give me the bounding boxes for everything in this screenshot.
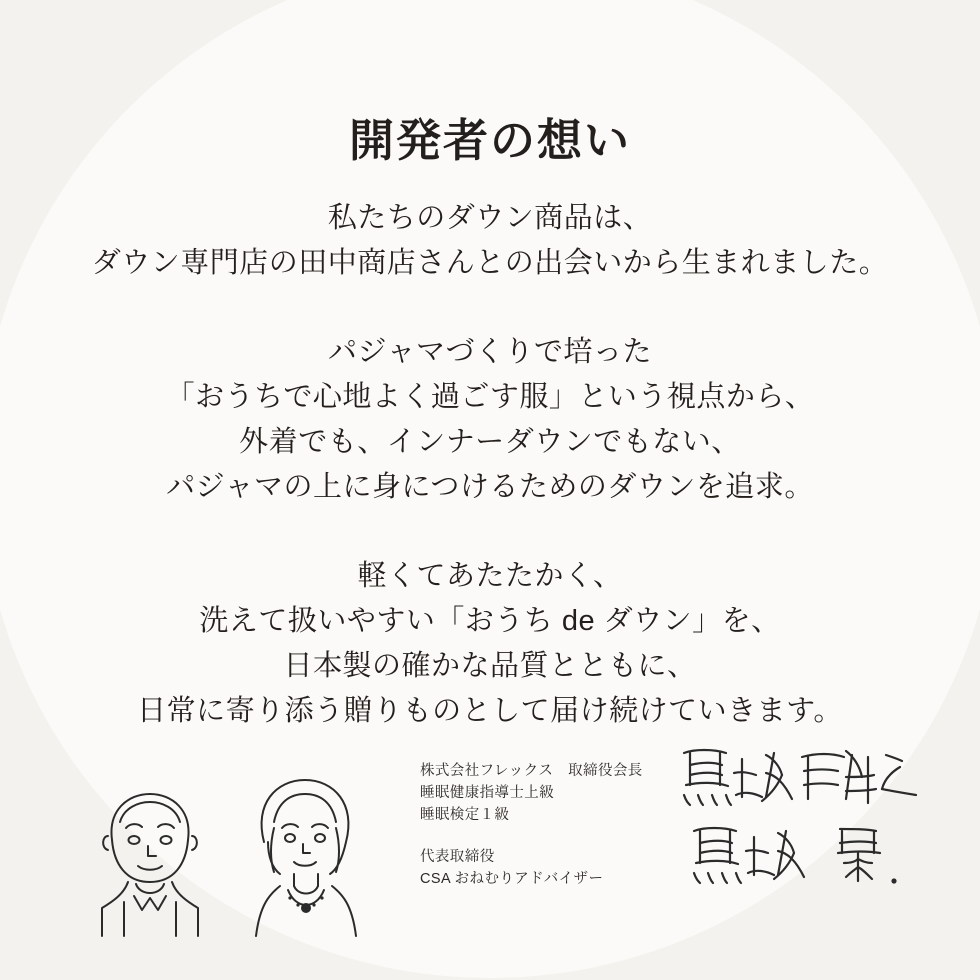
handwritten-signature-kumasaka-masayuki xyxy=(670,741,920,813)
paragraph-line: 外着でも、インナーダウンでもない、 xyxy=(239,426,741,458)
paragraph-concept xyxy=(0,330,980,510)
paragraph-line: 「おうちで心地よく過ごす服」という視点から、 xyxy=(165,381,815,413)
paragraph-line: パジャマの上に身につけるためのダウンを追求。 xyxy=(166,471,814,503)
credit-line: CSA おねむりアドバイザー xyxy=(420,871,604,887)
man-face-illustration xyxy=(90,778,210,938)
credit-line: 睡眠健康指導士上級 xyxy=(420,785,555,801)
paragraph-line: 洗えて扱いやすい「おうち de ダウン」を、 xyxy=(199,605,781,637)
paragraph-line: 日常に寄り添う贈りものとして届け続けていきます。 xyxy=(137,695,843,727)
paragraph-origin xyxy=(0,196,980,286)
paragraph-line: 軽くてあたたかく、 xyxy=(357,560,623,592)
paragraph-line: 私たちのダウン商品は、 xyxy=(327,202,653,234)
handwritten-signature-kumasaka-izumi xyxy=(680,819,910,891)
paragraph-line: 日本製の確かな品質とともに、 xyxy=(283,650,697,682)
page-title: 開発者の想い xyxy=(348,115,631,167)
credit-line: 株式会社フレックス 取締役会長 xyxy=(420,763,643,779)
signature-images xyxy=(670,741,940,906)
signature-footer xyxy=(0,752,980,942)
credit-line: 睡眠検定１級 xyxy=(420,807,510,823)
paragraph-line: ダウン専門店の田中商店さんとの出会いから生まれました。 xyxy=(91,247,889,279)
credit-line: 代表取締役 xyxy=(420,849,495,865)
portrait-illustrations xyxy=(80,758,370,938)
credit-representative xyxy=(420,846,643,890)
paragraph-promise xyxy=(0,554,980,734)
paragraph-line: パジャマづくりで培った xyxy=(328,336,652,368)
woman-face-illustration xyxy=(240,768,370,938)
credit-text-block xyxy=(420,760,643,890)
credit-chairman xyxy=(420,760,643,826)
message-body xyxy=(0,196,980,734)
